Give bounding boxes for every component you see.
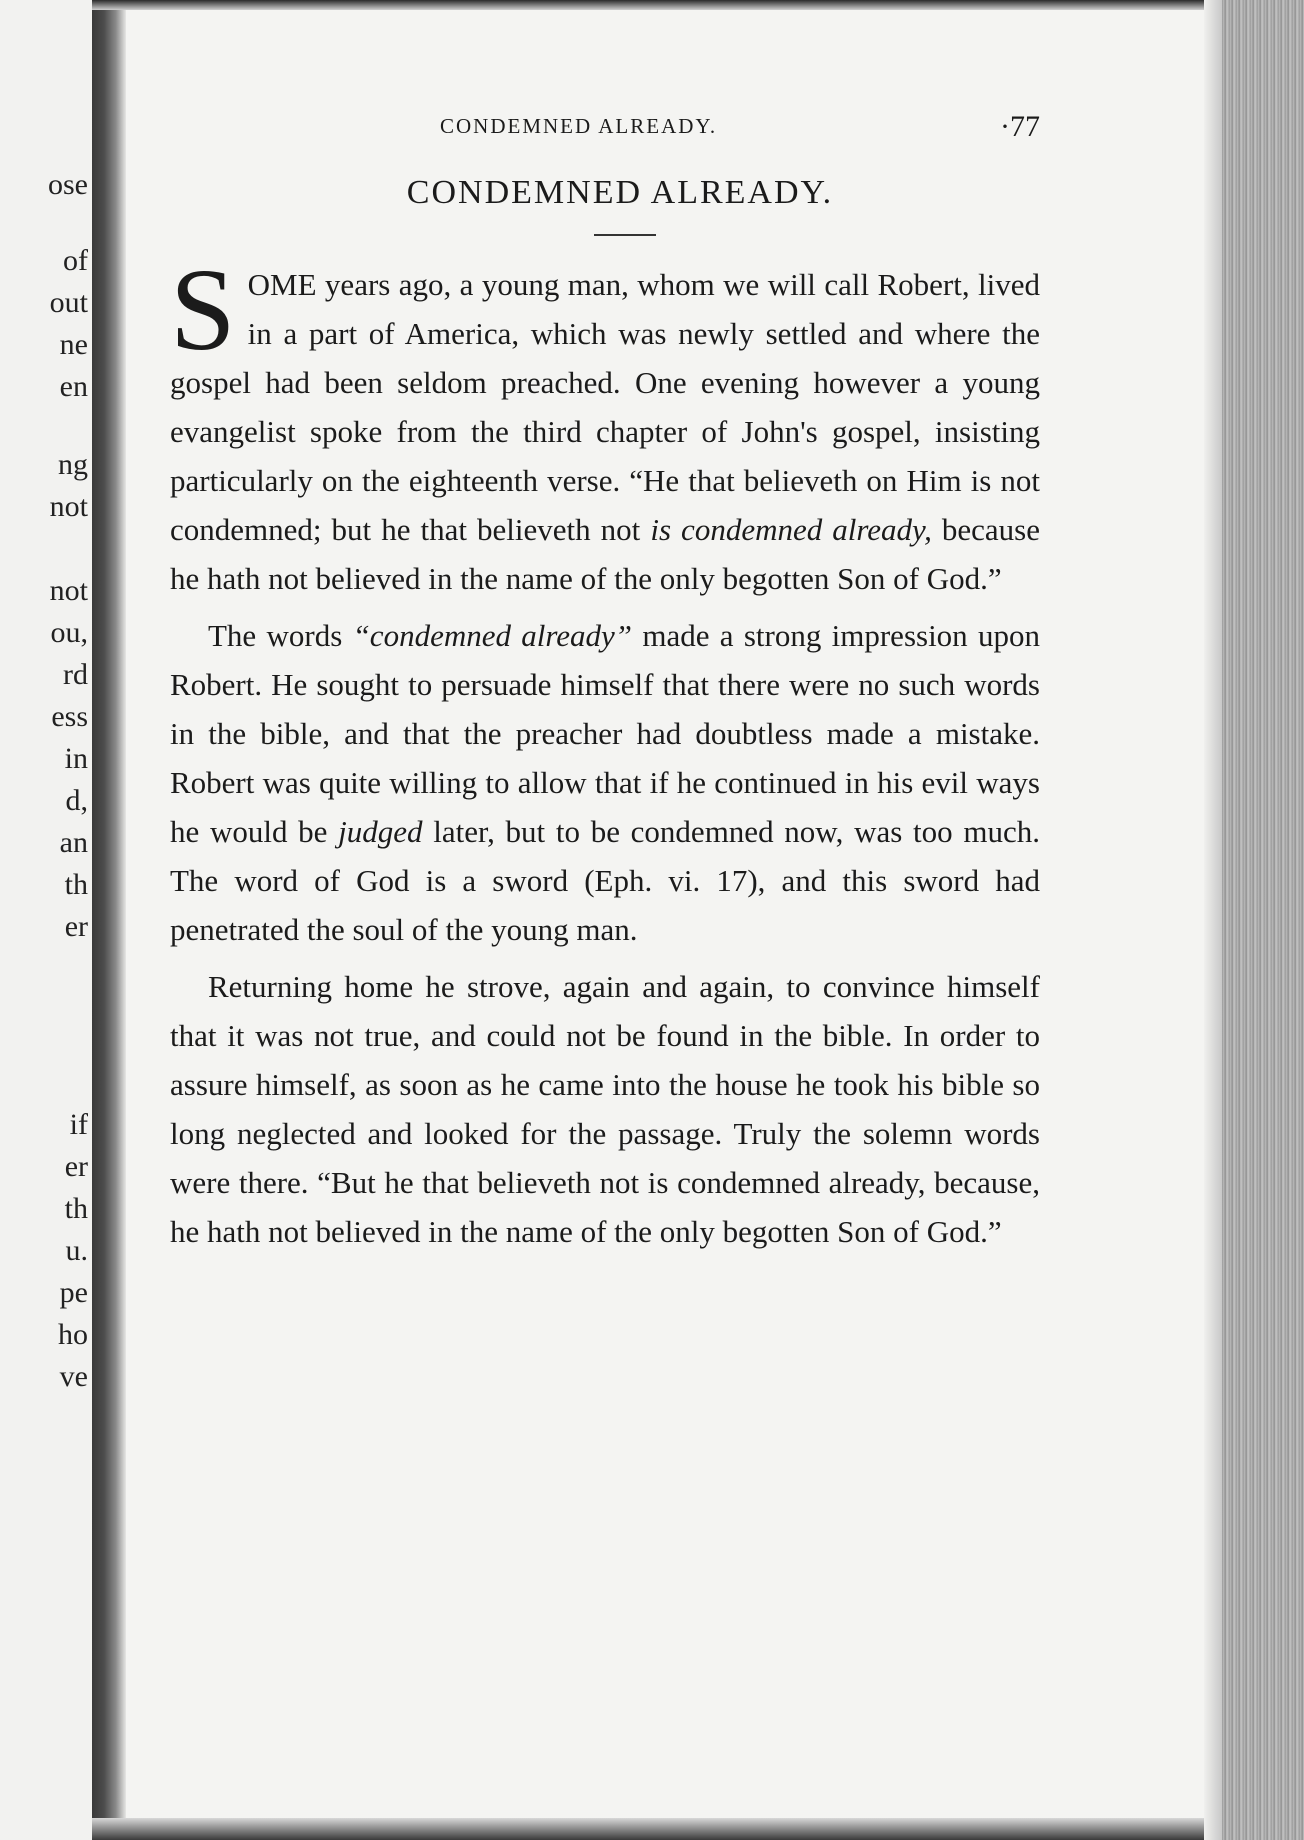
paragraph-2-emphasis: “condemned already” (352, 618, 633, 653)
left-page-fragment: er (64, 1150, 88, 1183)
paragraph-3-text: Returning home he strove, again and again, to convince himself that it was not true, and could not be found in the bible. In order to assure himself, as soon as he came into the house he took his bible so long neglected and looked for the passage. Truly the solemn words were there. “But he that believeth not is condemned already, because, he hath not believed in the name of the only begotten Son of God.” (170, 969, 1040, 1249)
paragraph-3 (170, 962, 1040, 1256)
body-text (170, 244, 1041, 1256)
left-page-fragment: ose (48, 168, 88, 201)
chapter-title: CONDEMNED ALREADY. (406, 174, 834, 211)
paragraph-1-text: OME years ago, a young man, whom we will call Robert, lived in a part of America, which was newly settled and where the gospel had been seldom preached. One evening however a young evangelist spoke from the third chapter of John's gospel, insisting particularly on the eighteenth verse. “He that believeth on Him is not condemned; but he that believeth not (170, 267, 1040, 547)
left-page-fragment: rd (63, 658, 88, 691)
paragraph-1-emphasis: is condemned already, (650, 512, 932, 547)
drop-cap: S (170, 244, 236, 375)
left-page-fragment: ess (51, 700, 88, 733)
left-page-fragment: ou, (50, 616, 88, 649)
left-page-fragment: ng (58, 448, 88, 481)
book-page (170, 110, 1040, 1264)
title-rule-divider (594, 234, 656, 236)
running-header (170, 110, 1040, 150)
paragraph-1 (170, 244, 1041, 603)
binding-gutter-shadow (92, 0, 126, 1840)
left-page-fragment: u. (65, 1234, 88, 1267)
paragraph-2 (170, 611, 1040, 954)
left-page-fragment: pe (59, 1276, 88, 1309)
left-page-fragment: out (49, 286, 88, 319)
left-page-fragment: d, (65, 784, 88, 817)
page-number: ·77 (1000, 110, 1040, 143)
left-page-fragment: ne (59, 328, 88, 361)
right-page-shade (1204, 0, 1222, 1840)
paragraph-2-text-end: later, but to be condemned now, was too much. The word of God is a sword (Eph. vi. 17), and this sword had penetrated the soul of the young man. (170, 814, 1040, 947)
paragraph-2-text-middle: made a strong impression upon Robert. He sought to persuade himself that there were no such words in the bible, and that the preacher had doubtless made a mistake. Robert was quite willing to allow that if he continued in his evil ways he would be (170, 618, 1040, 849)
top-edge-shadow (92, 0, 1222, 10)
left-page-fragment: ho (58, 1318, 88, 1351)
bottom-edge-shadow (92, 1818, 1222, 1840)
paragraph-2-emphasis-judged: judged (338, 814, 423, 849)
left-page-fragment: th (64, 1192, 88, 1225)
left-page-fragment: of (63, 244, 88, 277)
left-page-fragment: in (64, 742, 88, 775)
page-block-edges (1222, 0, 1304, 1840)
left-page-fragment: not (49, 490, 88, 523)
paragraph-1-text-end: because he hath not believed in the name of the only begotten Son of God.” (170, 512, 1041, 596)
left-page-fragment: en (59, 370, 88, 403)
running-title: CONDEMNED ALREADY. (440, 114, 718, 138)
left-page-fragment: er (64, 910, 88, 943)
left-page-fragment: th (64, 868, 88, 901)
left-page-fragment: ve (59, 1360, 88, 1393)
left-page-fragment: not (49, 574, 88, 607)
left-page-edge (0, 0, 92, 1840)
left-page-fragment: if (69, 1108, 88, 1141)
left-page-fragment: an (59, 826, 88, 859)
paragraph-2-text: The words (208, 618, 353, 653)
